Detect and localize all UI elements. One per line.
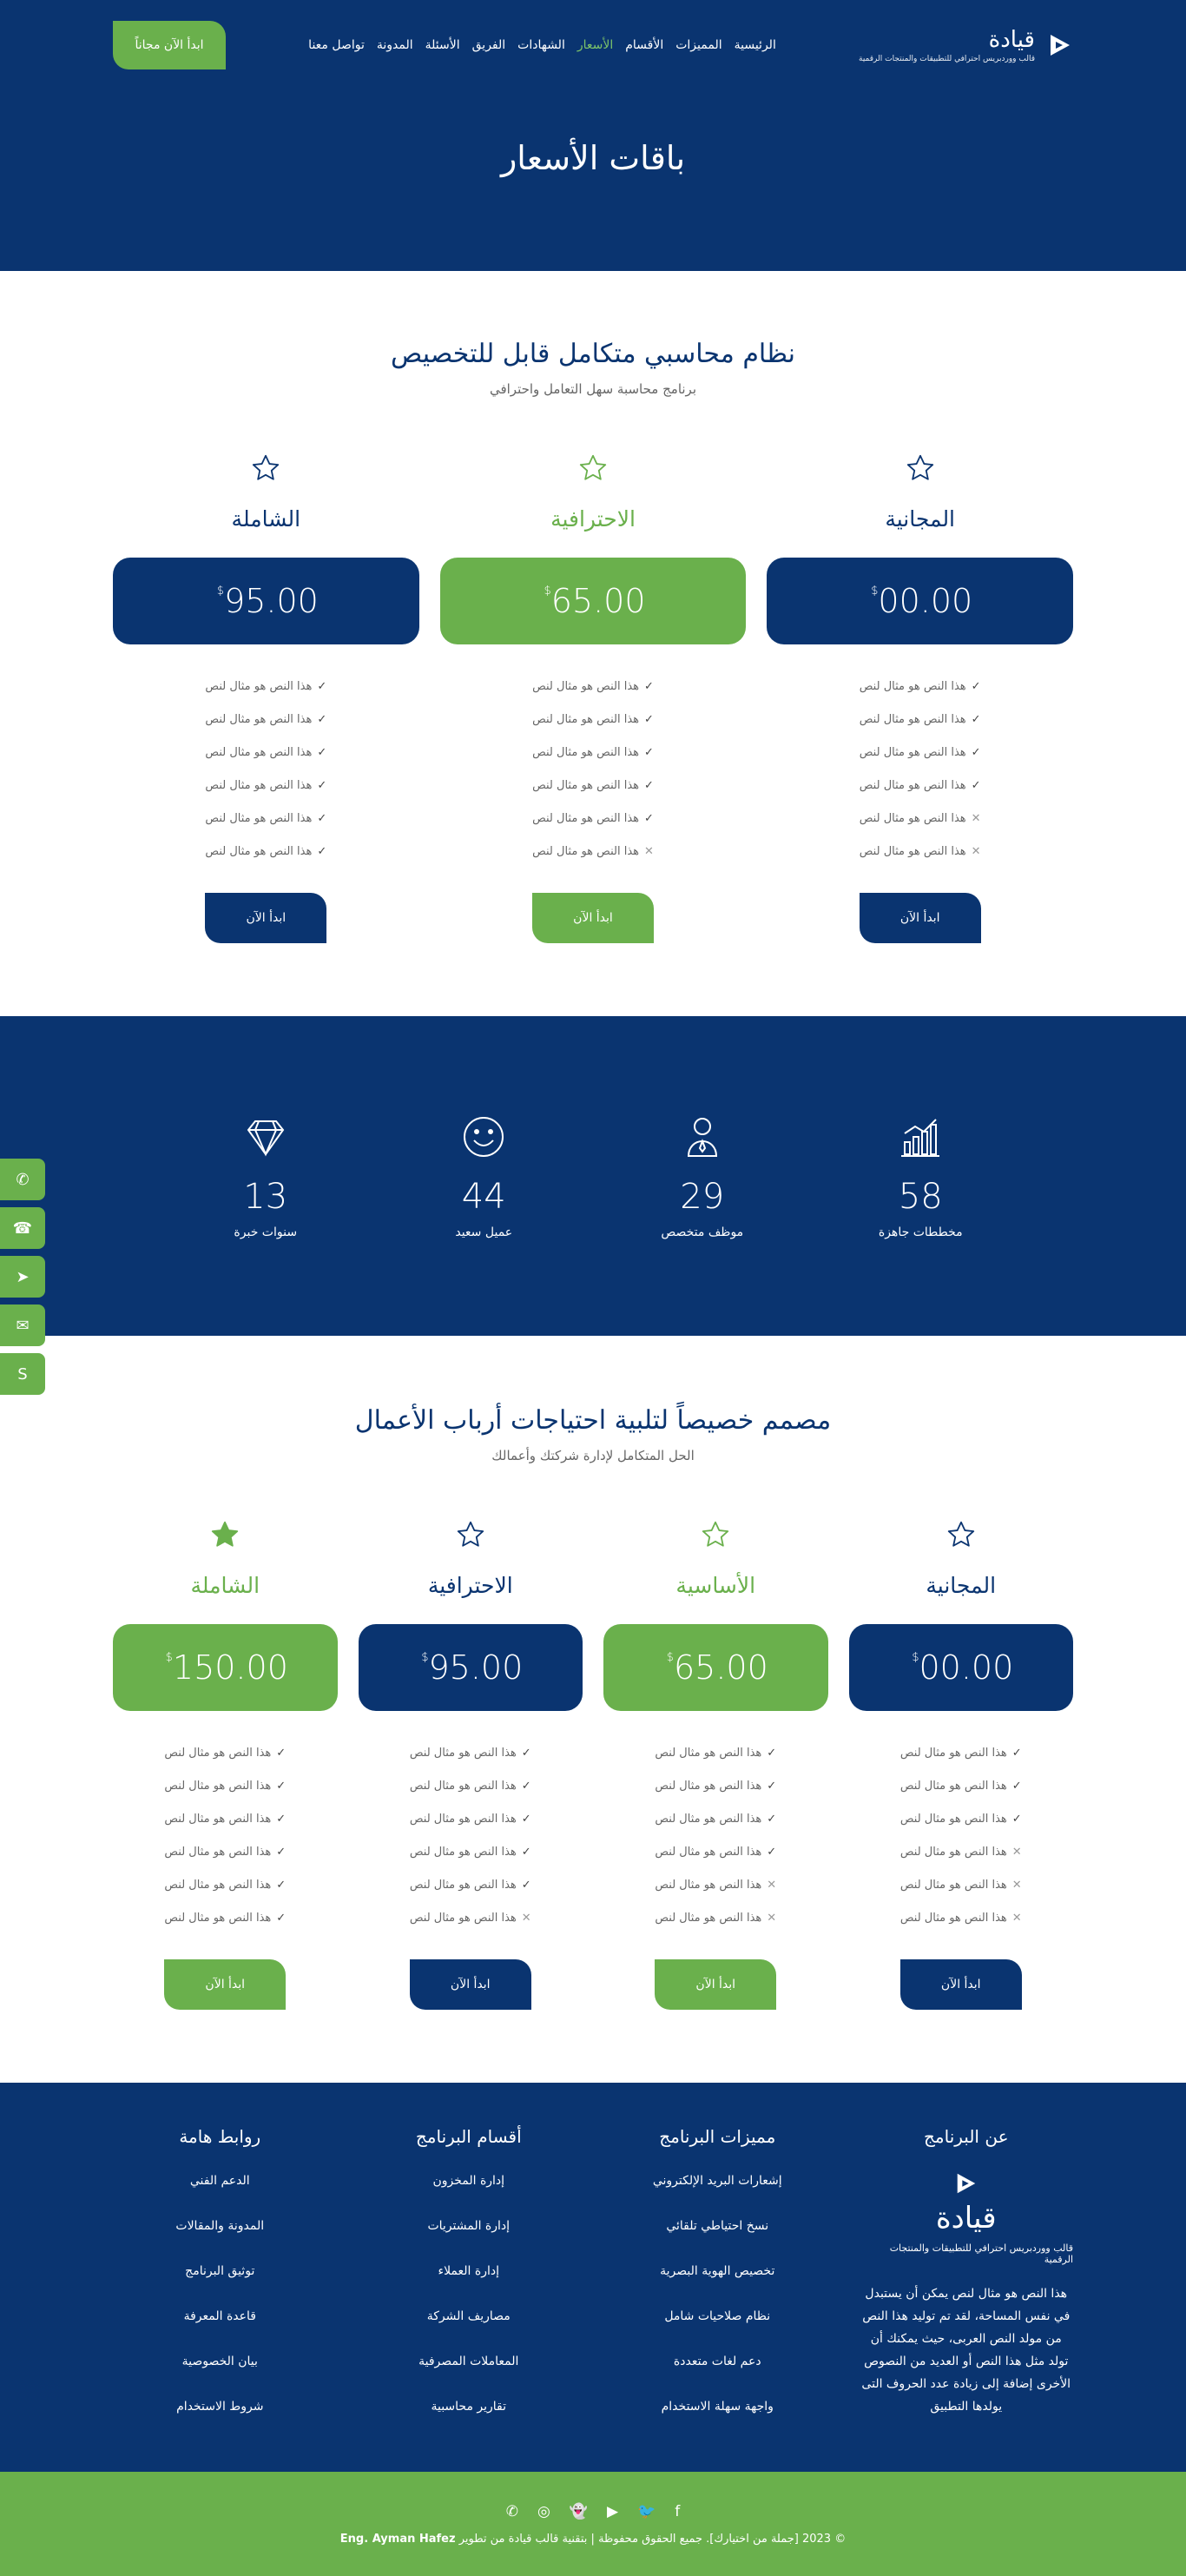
footer-heading: مميزات البرنامج [659, 2126, 776, 2147]
feature-item [655, 1869, 776, 1902]
footer-link[interactable]: تقارير محاسبية [431, 2400, 507, 2414]
feature-text: هذا النص هو مثال لنص [205, 812, 313, 825]
feature-item [860, 836, 981, 869]
feature-text: هذا النص هو مثال لنص [164, 1780, 272, 1793]
pricing-section-1 [0, 271, 1186, 943]
feature-text: هذا النص هو مثال لنص [205, 779, 313, 792]
start-plan-button[interactable]: ابدأ الآن [410, 1959, 531, 2010]
check-icon: ✓ [276, 1747, 287, 1760]
feature-item [532, 836, 654, 869]
nav-item[interactable]: المدونة [376, 38, 413, 52]
footer-link[interactable]: قاعدة المعرفة [183, 2309, 256, 2323]
feature-item [532, 703, 654, 736]
footer-link[interactable]: واجهة سهلة الاستخدام [661, 2400, 774, 2414]
feature-text: هذا النص هو مثال لنص [859, 812, 966, 825]
check-icon: ✓ [317, 845, 327, 858]
check-icon: ✓ [521, 1846, 531, 1859]
check-icon: ✓ [276, 1912, 287, 1925]
floating-contact [0, 1159, 45, 1395]
viber-icon[interactable]: ☎ [0, 1207, 45, 1249]
copyright-text: © 2023 [جملة من اختيارك]. جميع الحقوق محفوظة | بتقنية قالب قيادة من تطوير [458, 2532, 847, 2546]
cross-icon: ✕ [644, 845, 654, 858]
whatsapp-icon[interactable]: ✆ [505, 2502, 518, 2520]
feature-text: هذا النص هو مثال لنص [899, 1846, 1007, 1859]
plan-name: الاحترافية [550, 506, 636, 532]
feature-text: هذا النص هو مثال لنص [899, 1912, 1007, 1925]
feature-text: هذا النص هو مثال لنص [532, 779, 639, 792]
youtube-icon[interactable]: ▶ [607, 2502, 619, 2520]
stat-number: 13 [243, 1177, 288, 1217]
feature-item [532, 736, 654, 769]
section-subtitle: برنامج محاسبة سهل التعامل واحترافي [489, 381, 697, 397]
star-icon [946, 1519, 977, 1550]
logo-tagline: قالب ووردبريس احترافي للتطبيقات والمنتجات الرقمية [859, 55, 1035, 63]
telegram-icon[interactable]: ➤ [0, 1256, 45, 1298]
footer-heading: أقسام البرنامج [415, 2126, 522, 2147]
whatsapp-icon[interactable]: ✆ [0, 1159, 45, 1200]
feature-item [205, 736, 326, 769]
footer-link[interactable]: إدارة العملاء [438, 2264, 499, 2278]
logo-icon [1047, 32, 1073, 58]
footer-link[interactable]: تخصيص الهوية البصرية [660, 2264, 775, 2278]
pricing-plan [440, 452, 747, 943]
check-icon: ✓ [521, 1879, 531, 1892]
main-nav [308, 38, 776, 52]
footer-link[interactable]: إدارة المخزون [432, 2174, 505, 2188]
star-icon [209, 1519, 240, 1550]
plan-name: الشاملة [190, 1573, 260, 1598]
cross-icon: ✕ [767, 1879, 777, 1892]
feature-item [164, 1869, 286, 1902]
check-icon: ✓ [317, 680, 327, 693]
copyright [340, 2533, 846, 2546]
footer-link[interactable]: إشعارات البريد الإلكتروني [652, 2174, 782, 2188]
social-links [506, 2503, 681, 2520]
feature-text: هذا النص هو مثال لنص [655, 1747, 762, 1760]
stats-section [0, 1016, 1186, 1336]
section-subtitle: الحل المتكامل لإدارة شركتك وأعمالك [491, 1448, 695, 1463]
stat-number: 29 [680, 1177, 725, 1217]
feature-item [900, 1803, 1022, 1836]
check-icon: ✓ [276, 1813, 287, 1826]
feature-text: هذا النص هو مثال لنص [532, 746, 639, 759]
feature-list [900, 1737, 1022, 1935]
pricing-section-2 [0, 1336, 1186, 2010]
check-icon: ✓ [767, 1780, 777, 1793]
feature-item [410, 1869, 531, 1902]
feature-item [410, 1770, 531, 1803]
price-value: 00.00 [878, 582, 973, 620]
pricing-plan [603, 1519, 828, 2010]
feature-list [205, 670, 326, 869]
stat-label: موظف متخصص [661, 1225, 744, 1239]
feature-text: هذا النص هو مثال لنص [205, 680, 313, 693]
feature-item [900, 1770, 1022, 1803]
pricing-plan [113, 452, 419, 943]
chart-icon [896, 1113, 945, 1161]
price-value: 95.00 [224, 582, 319, 620]
feature-text: هذا النص هو مثال لنص [532, 713, 639, 726]
logo-name: قيادة [988, 27, 1035, 53]
feature-text: هذا النص هو مثال لنص [532, 812, 639, 825]
check-icon: ✓ [644, 713, 654, 726]
footer-link[interactable]: إدارة المشتريات [427, 2219, 511, 2233]
cross-icon: ✕ [1011, 1879, 1022, 1892]
plan-price [849, 1624, 1074, 1711]
feature-item [205, 836, 326, 869]
check-icon: ✓ [276, 1846, 287, 1859]
stat-item [188, 1113, 344, 1239]
check-icon: ✓ [317, 779, 327, 792]
check-icon: ✓ [971, 746, 981, 759]
check-icon: ✓ [644, 746, 654, 759]
nav-item[interactable]: الفريق [471, 38, 506, 52]
nav-item[interactable]: الرئيسية [734, 38, 776, 52]
plans-row [0, 452, 1186, 943]
feature-item [655, 1770, 776, 1803]
plan-price [603, 1624, 828, 1711]
feature-text: هذا النص هو مثال لنص [532, 680, 639, 693]
top-bar [113, 21, 1073, 69]
currency-symbol: $ [871, 584, 879, 598]
pricing-plan [113, 1519, 338, 2010]
feature-text: هذا النص هو مثال لنص [164, 1912, 272, 1925]
feature-list [860, 670, 981, 869]
plans-row [0, 1519, 1186, 2010]
start-plan-button[interactable]: ابدأ الآن [900, 1959, 1022, 2010]
feature-item [860, 736, 981, 769]
plan-name: المجانية [885, 506, 956, 532]
footer-bottom [0, 2472, 1186, 2576]
price-value: 95.00 [428, 1648, 524, 1687]
price-value: 65.00 [550, 582, 646, 620]
feature-text: هذا النص هو مثال لنص [655, 1780, 762, 1793]
check-icon: ✓ [276, 1879, 287, 1892]
feature-text: هذا النص هو مثال لنص [899, 1813, 1007, 1826]
currency-symbol: $ [216, 584, 225, 598]
feature-item [410, 1803, 531, 1836]
check-icon: ✓ [521, 1780, 531, 1793]
cross-icon: ✕ [1011, 1912, 1022, 1925]
feature-item [860, 670, 981, 703]
feature-text: هذا النص هو مثال لنص [859, 845, 966, 858]
feature-list [164, 1737, 286, 1935]
feature-item [205, 803, 326, 836]
start-plan-button[interactable]: ابدأ الآن [532, 893, 654, 943]
plan-price [113, 1624, 338, 1711]
plan-price [113, 558, 419, 644]
feature-text: هذا النص هو مثال لنص [655, 1912, 762, 1925]
footer-columns [0, 2083, 1186, 2472]
stat-item [405, 1113, 562, 1239]
currency-symbol: $ [165, 1650, 173, 1664]
footer-link[interactable]: شروط الاستخدام [176, 2400, 264, 2414]
diamond-icon [241, 1113, 290, 1161]
developer-name[interactable]: Eng. Ayman Hafez [339, 2532, 456, 2546]
start-plan-button[interactable]: ابدأ الآن [655, 1959, 776, 2010]
stat-number: 44 [461, 1177, 506, 1217]
smile-icon [459, 1113, 508, 1161]
nav-item[interactable]: الأقسام [625, 38, 664, 52]
feature-text: هذا النص هو مثال لنص [532, 845, 639, 858]
feature-text: هذا النص هو مثال لنص [859, 680, 966, 693]
cross-icon: ✕ [767, 1912, 777, 1925]
nav-item[interactable]: تواصل معنا [308, 38, 365, 52]
footer-about [860, 2126, 1074, 2472]
feature-text: هذا النص هو مثال لنص [899, 1780, 1007, 1793]
footer-link[interactable]: بيان الخصوصية [181, 2355, 258, 2368]
feature-item [860, 703, 981, 736]
feature-text: هذا النص هو مثال لنص [859, 779, 966, 792]
check-icon: ✓ [971, 680, 981, 693]
check-icon: ✓ [1011, 1780, 1022, 1793]
messenger-icon[interactable]: ✉ [0, 1305, 45, 1346]
feature-list [655, 1737, 776, 1935]
hero-header [0, 0, 1186, 271]
check-icon: ✓ [521, 1813, 531, 1826]
stat-number: 58 [898, 1177, 943, 1217]
feature-item [655, 1803, 776, 1836]
footer-logo[interactable] [860, 2171, 1074, 2265]
feature-item [655, 1737, 776, 1770]
logo-icon [954, 2171, 978, 2196]
start-plan-button[interactable]: ابدأ الآن [164, 1959, 286, 2010]
feature-text: هذا النص هو مثال لنص [899, 1879, 1007, 1892]
feature-list [532, 670, 654, 869]
feature-item [655, 1902, 776, 1935]
footer-link[interactable]: الدعم الفني [189, 2174, 250, 2188]
star-icon [250, 452, 281, 484]
plan-price [440, 558, 747, 644]
cross-icon: ✕ [521, 1912, 531, 1925]
cross-icon: ✕ [1011, 1846, 1022, 1859]
footer-link[interactable]: المدونة والمقالات [175, 2219, 265, 2233]
feature-item [900, 1902, 1022, 1935]
nav-item[interactable]: الأسئلة [425, 38, 460, 52]
feature-text: هذا النص هو مثال لنص [899, 1747, 1007, 1760]
plan-name: الأساسية [675, 1573, 756, 1598]
feature-text: هذا النص هو مثال لنص [164, 1879, 272, 1892]
nav-item[interactable]: الأسعار [577, 38, 614, 52]
footer-link[interactable]: دعم لغات متعددة [673, 2355, 761, 2368]
feature-list [410, 1737, 531, 1935]
start-plan-button[interactable]: ابدأ الآن [205, 893, 326, 943]
price-value: 65.00 [674, 1648, 768, 1687]
footer-sections [362, 2126, 577, 2472]
price-value: 00.00 [919, 1648, 1014, 1687]
feature-item [205, 670, 326, 703]
footer-link[interactable]: المعاملات المصرفية [418, 2355, 519, 2368]
feature-text: هذا النص هو مثال لنص [409, 1780, 517, 1793]
check-icon: ✓ [317, 746, 327, 759]
footer-link[interactable]: مصاريف الشركة [426, 2309, 511, 2323]
footer [0, 2083, 1186, 2576]
plan-name: الاحترافية [427, 1573, 513, 1598]
feature-item [410, 1902, 531, 1935]
feature-text: هذا النص هو مثال لنص [205, 845, 313, 858]
feature-item [900, 1869, 1022, 1902]
feature-item [532, 769, 654, 803]
feature-item [164, 1770, 286, 1803]
feature-item [532, 803, 654, 836]
feature-item [164, 1803, 286, 1836]
stat-label: سنوات خبرة [234, 1225, 298, 1239]
currency-symbol: $ [421, 1650, 429, 1664]
cross-icon: ✕ [971, 845, 981, 858]
feature-text: هذا النص هو مثال لنص [655, 1846, 762, 1859]
feature-item [205, 703, 326, 736]
plan-name: المجانية [926, 1573, 997, 1598]
employee-icon [678, 1113, 727, 1161]
footer-features [610, 2126, 825, 2472]
feature-item [164, 1737, 286, 1770]
feature-text: هذا النص هو مثال لنص [164, 1747, 272, 1760]
page-title: باقات الأسعار [500, 139, 686, 177]
footer-links [113, 2126, 327, 2472]
check-icon: ✓ [317, 713, 327, 726]
plan-price [767, 558, 1073, 644]
pricing-plan [767, 452, 1073, 943]
feature-item [655, 1836, 776, 1869]
footer-about-text: هذا النص هو مثال لنص يمكن أن يستبدل في نفس المساحة، لقد تم توليد هذا النص من مولد النص العربى، حيث يمكنك أن تولد مثل هذا النص أو العديد من النصوص الأخرى إضافة إلى زيادة عدد الحروف التى يولدها التطبيق [861, 2287, 1071, 2414]
footer-logo-name: قيادة [935, 2201, 997, 2236]
section-title: مصمم خصيصاً لتلبية احتياجات أرباب الأعمال [354, 1405, 832, 1436]
currency-symbol: $ [912, 1650, 919, 1664]
nav-item[interactable]: المميزات [675, 38, 722, 52]
start-plan-button[interactable]: ابدأ الآن [860, 893, 981, 943]
check-icon: ✓ [521, 1747, 531, 1760]
pricing-plan [849, 1519, 1074, 2010]
star-icon [455, 1519, 486, 1550]
check-icon: ✓ [971, 713, 981, 726]
logo[interactable] [859, 27, 1073, 63]
feature-item [532, 670, 654, 703]
currency-symbol: $ [666, 1650, 674, 1664]
skype-icon[interactable]: S [0, 1353, 45, 1395]
stat-item [842, 1113, 998, 1239]
facebook-icon[interactable]: f [675, 2502, 681, 2520]
feature-text: هذا النص هو مثال لنص [205, 713, 313, 726]
feature-text: هذا النص هو مثال لنص [859, 746, 966, 759]
feature-text: هذا النص هو مثال لنص [409, 1879, 517, 1892]
check-icon: ✓ [644, 680, 654, 693]
feature-text: هذا النص هو مثال لنص [655, 1813, 762, 1826]
stat-item [624, 1113, 781, 1239]
feature-item [900, 1836, 1022, 1869]
feature-item [164, 1902, 286, 1935]
check-icon: ✓ [276, 1780, 287, 1793]
feature-text: هذا النص هو مثال لنص [655, 1879, 762, 1892]
pricing-plan [359, 1519, 583, 2010]
feature-item [900, 1737, 1022, 1770]
check-icon: ✓ [767, 1846, 777, 1859]
check-icon: ✓ [317, 812, 327, 825]
footer-heading: روابط هامة [179, 2126, 261, 2147]
check-icon: ✓ [1011, 1747, 1022, 1760]
instagram-icon[interactable]: ◎ [537, 2502, 550, 2520]
plan-name: الشاملة [231, 506, 301, 532]
feature-item [860, 803, 981, 836]
feature-item [860, 769, 981, 803]
star-icon [905, 452, 936, 484]
footer-link[interactable]: نسخ احتياطي تلقائي [666, 2219, 769, 2233]
feature-item [410, 1836, 531, 1869]
check-icon: ✓ [971, 779, 981, 792]
star-icon [577, 452, 609, 484]
feature-text: هذا النص هو مثال لنص [409, 1846, 517, 1859]
feature-text: هذا النص هو مثال لنص [409, 1912, 517, 1925]
feature-text: هذا النص هو مثال لنص [859, 713, 966, 726]
cross-icon: ✕ [971, 812, 981, 825]
check-icon: ✓ [767, 1813, 777, 1826]
footer-link[interactable]: توثيق البرنامج [185, 2264, 255, 2278]
snapchat-icon[interactable]: 👻 [569, 2502, 589, 2520]
star-icon [700, 1519, 731, 1550]
feature-text: هذا النص هو مثال لنص [409, 1747, 517, 1760]
plan-price [359, 1624, 583, 1711]
footer-heading: عن البرنامج [923, 2126, 1009, 2147]
twitter-icon[interactable]: 🐦 [637, 2502, 656, 2520]
footer-link[interactable]: نظام صلاحيات شامل [664, 2309, 771, 2323]
section-title: نظام محاسبي متكامل قابل للتخصيص [390, 339, 796, 369]
check-icon: ✓ [644, 812, 654, 825]
check-icon: ✓ [767, 1747, 777, 1760]
feature-text: هذا النص هو مثال لنص [164, 1813, 272, 1826]
check-icon: ✓ [1011, 1813, 1022, 1826]
check-icon: ✓ [644, 779, 654, 792]
feature-text: هذا النص هو مثال لنص [205, 746, 313, 759]
nav-item[interactable]: الشهادات [517, 38, 565, 52]
start-free-button[interactable]: ابدأ الآن مجاناً [113, 21, 226, 69]
stat-label: مخططات جاهزة [878, 1225, 963, 1239]
feature-item [205, 769, 326, 803]
feature-text: هذا النص هو مثال لنص [409, 1813, 517, 1826]
stat-label: عميل سعيد [455, 1225, 513, 1239]
price-value: 150.00 [172, 1648, 288, 1687]
currency-symbol: $ [544, 584, 551, 598]
feature-item [410, 1737, 531, 1770]
footer-logo-tagline: قالب ووردبريس احترافي للتطبيقات والمنتجات الرقمية [889, 2242, 1073, 2265]
feature-item [164, 1836, 286, 1869]
feature-text: هذا النص هو مثال لنص [164, 1846, 272, 1859]
